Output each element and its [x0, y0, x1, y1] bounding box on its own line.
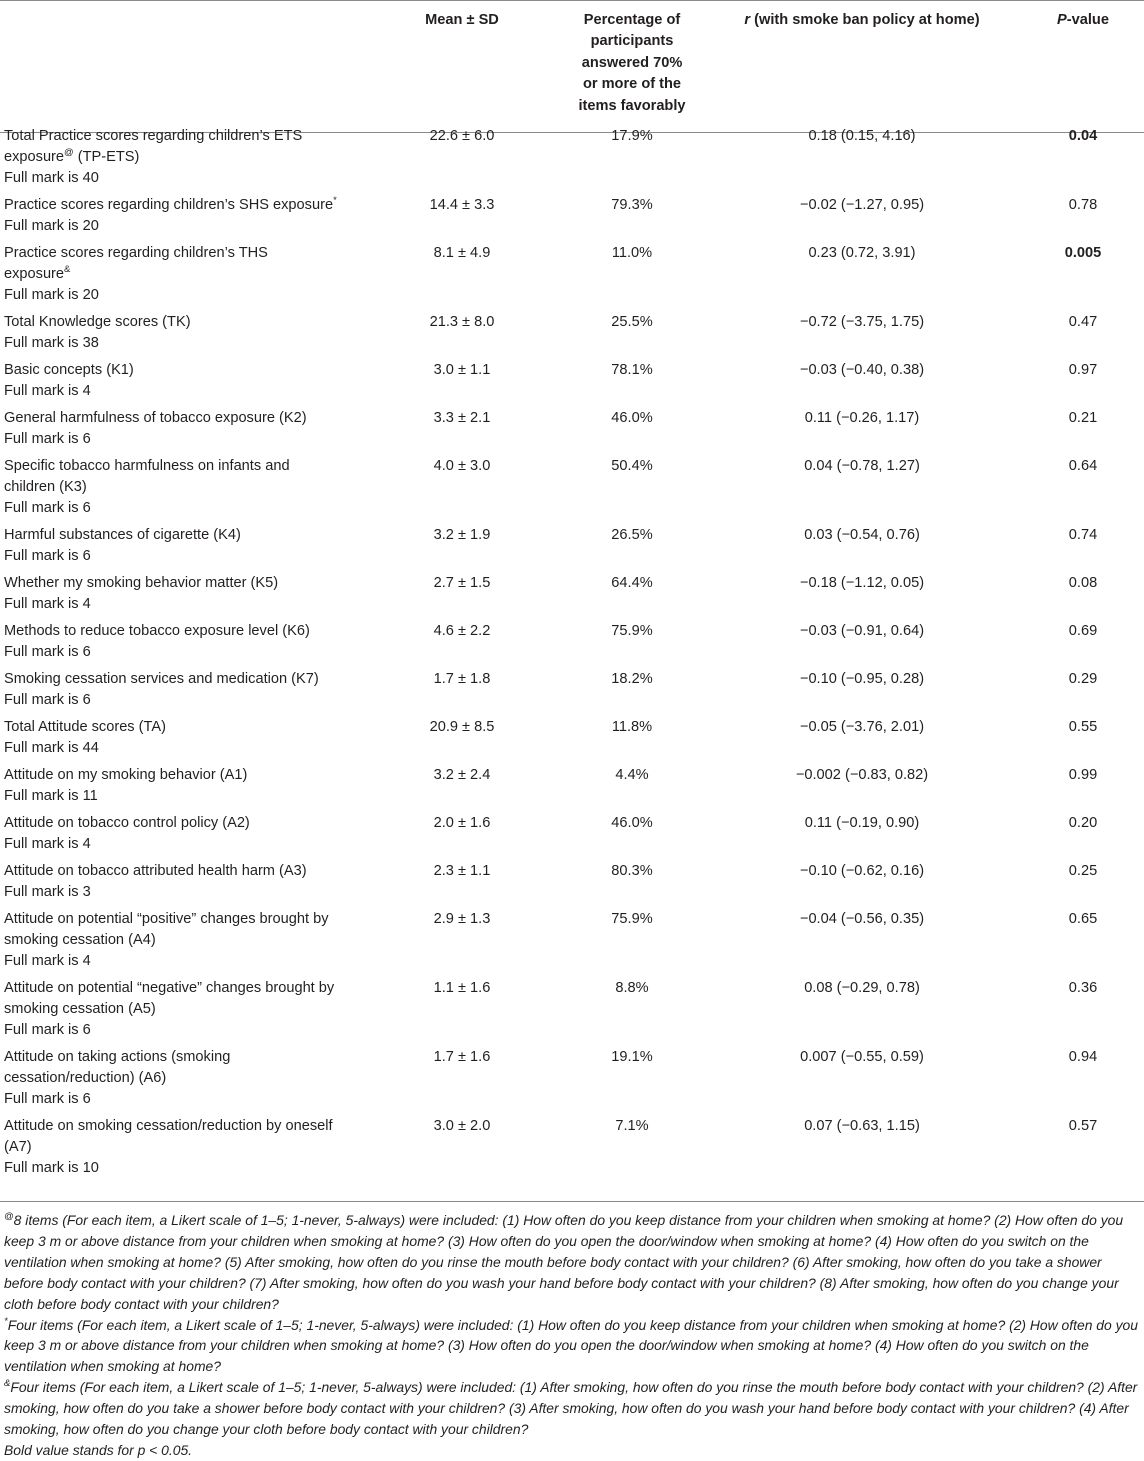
cell-p-value: 0.25 [1068, 863, 1098, 879]
cell-r: −0.03 (−0.91, 0.64) [799, 623, 925, 639]
cell-r: −0.002 (−0.83, 0.82) [795, 767, 929, 783]
row-label [0, 717, 362, 765]
row-label [0, 573, 362, 621]
row-label-line: Attitude on smoking cessation/reduction by oneself [4, 1118, 333, 1134]
cell-percentage: 79.3% [611, 197, 653, 213]
cell-p-value: 0.20 [1068, 815, 1098, 831]
cell-p-value: 0.99 [1068, 767, 1098, 783]
table-row [0, 978, 1144, 1047]
row-label-line: smoking cessation (A4) [4, 932, 156, 949]
header-r: r (with smoke ban policy at home) [744, 12, 980, 28]
row-label-line: children (K3) [4, 479, 87, 496]
row-label-line: Total Practice scores regarding children’s ETS [4, 128, 303, 144]
cell-r: 0.23 (0.72, 3.91) [808, 245, 916, 261]
cell-p-value: 0.47 [1068, 314, 1098, 330]
footnote-marker: * [4, 1315, 8, 1327]
table-row [0, 312, 1144, 360]
cell-percentage: 78.1% [611, 362, 653, 378]
full-mark: Full mark is 44 [4, 740, 99, 757]
full-mark: Full mark is 6 [4, 500, 91, 517]
cell-p-value: 0.57 [1068, 1118, 1098, 1134]
row-label [0, 978, 362, 1047]
cell-mean-sd: 4.6 ± 2.2 [433, 623, 491, 639]
cell-mean-sd: 22.6 ± 6.0 [429, 128, 495, 144]
footnote [4, 1377, 1142, 1440]
cell-mean-sd: 8.1 ± 4.9 [433, 245, 491, 261]
row-label-line: General harmfulness of tobacco exposure (K2) [4, 410, 307, 426]
cell-percentage: 18.2% [611, 671, 653, 687]
cell-p-value: 0.55 [1068, 719, 1098, 735]
row-label [0, 861, 362, 909]
cell-mean-sd: 4.0 ± 3.0 [433, 458, 491, 474]
top-rule [0, 0, 1144, 1]
cell-mean-sd: 1.7 ± 1.6 [433, 1049, 491, 1065]
cell-r: −0.10 (−0.62, 0.16) [799, 863, 925, 879]
cell-mean-sd: 3.0 ± 2.0 [433, 1118, 491, 1134]
full-mark: Full mark is 3 [4, 884, 91, 901]
full-mark: Full mark is 10 [4, 1160, 99, 1177]
table-row [0, 765, 1144, 813]
full-mark: Full mark is 4 [4, 836, 91, 853]
cell-r: 0.08 (−0.29, 0.78) [804, 980, 920, 996]
row-label-line: Basic concepts (K1) [4, 362, 134, 378]
row-label [0, 765, 362, 813]
row-label [0, 1047, 362, 1116]
row-label [0, 408, 362, 456]
footnote-marker: * [333, 195, 337, 206]
row-label [0, 621, 362, 669]
footnote-marker: & [64, 264, 71, 276]
row-label-text: exposure [4, 149, 65, 166]
row-label-text: Practice scores regarding children’s SHS exposure [4, 197, 334, 213]
row-label-line: Total Knowledge scores (TK) [4, 314, 191, 330]
table-row [0, 621, 1144, 669]
cell-r: −0.18 (−1.12, 0.05) [799, 575, 925, 591]
row-label-line: Attitude on potential “negative” changes brought by [4, 980, 335, 996]
row-label [0, 312, 362, 360]
cell-percentage: 8.8% [615, 980, 649, 996]
row-label [0, 195, 362, 243]
cell-p-value: 0.21 [1068, 410, 1098, 426]
cell-mean-sd: 14.4 ± 3.3 [429, 197, 495, 213]
cell-p-value: 0.69 [1068, 623, 1098, 639]
cell-p-value: 0.08 [1068, 575, 1098, 591]
footnotes [4, 1210, 1142, 1461]
table-row [0, 573, 1144, 621]
full-mark: Full mark is 4 [4, 953, 91, 970]
footnote-marker: @ [4, 1211, 14, 1222]
cell-percentage: 75.9% [611, 623, 653, 639]
cell-percentage: 11.0% [611, 245, 653, 261]
footnote-marker: @ [64, 147, 74, 159]
row-label-line: Practice scores regarding children’s THS [4, 245, 268, 261]
row-label-line: Total Attitude scores (TA) [4, 719, 166, 735]
cell-mean-sd: 1.1 ± 1.6 [433, 980, 491, 996]
cell-mean-sd: 3.2 ± 2.4 [433, 767, 491, 783]
row-label-line: Attitude on taking actions (smoking [4, 1049, 231, 1065]
cell-r: 0.07 (−0.63, 1.15) [804, 1118, 920, 1134]
cell-p-value: 0.94 [1068, 1049, 1098, 1065]
cell-percentage: 75.9% [611, 911, 653, 927]
cell-mean-sd: 2.7 ± 1.5 [433, 575, 491, 591]
table-row [0, 1116, 1144, 1185]
full-mark: Full mark is 38 [4, 335, 99, 352]
cell-r: −0.03 (−0.40, 0.38) [799, 362, 925, 378]
row-label-line [4, 264, 362, 285]
cell-r: −0.05 (−3.76, 2.01) [799, 719, 925, 735]
table-row [0, 717, 1144, 765]
row-label-line: Harmful substances of cigarette (K4) [4, 527, 241, 543]
cell-r: 0.007 (−0.55, 0.59) [800, 1049, 924, 1065]
cell-r: 0.11 (−0.26, 1.17) [804, 410, 920, 426]
cell-r: −0.10 (−0.95, 0.28) [799, 671, 925, 687]
cell-r: −0.72 (−3.75, 1.75) [799, 314, 925, 330]
table-row [0, 126, 1144, 195]
row-label-line [4, 147, 362, 168]
footnote [4, 1210, 1142, 1315]
bottom-rule [0, 1201, 1144, 1202]
row-label-text: exposure [4, 266, 65, 283]
row-label-line: Specific tobacco harmfulness on infants and [4, 458, 290, 474]
cell-p-value: 0.74 [1068, 527, 1098, 543]
row-label [0, 126, 362, 195]
cell-percentage: 11.8% [611, 719, 653, 735]
cell-mean-sd: 20.9 ± 8.5 [429, 719, 495, 735]
row-label [0, 360, 362, 408]
cell-percentage: 7.1% [615, 1118, 649, 1134]
footnote [4, 1315, 1142, 1378]
row-label-line: Whether my smoking behavior matter (K5) [4, 575, 279, 591]
row-label [0, 813, 362, 861]
cell-r: −0.02 (−1.27, 0.95) [799, 197, 925, 213]
row-label [0, 243, 362, 312]
table-body [0, 126, 1144, 1185]
full-mark: Full mark is 6 [4, 431, 91, 448]
cell-mean-sd: 3.2 ± 1.9 [433, 527, 491, 543]
table-row [0, 669, 1144, 717]
cell-percentage: 26.5% [611, 527, 653, 543]
header-percentage: Percentage of participants answered 70% or more of the items favorably [578, 12, 686, 114]
row-label [0, 456, 362, 525]
cell-p-value: 0.64 [1068, 458, 1098, 474]
table-row [0, 813, 1144, 861]
cell-r: 0.04 (−0.78, 1.27) [804, 458, 920, 474]
row-label-line: Attitude on tobacco control policy (A2) [4, 815, 250, 831]
cell-p-value: 0.78 [1068, 197, 1098, 213]
row-label-line: smoking cessation (A5) [4, 1001, 156, 1018]
header-p-value: P-value [1057, 12, 1109, 28]
data-table [0, 10, 1144, 1185]
cell-mean-sd: 2.9 ± 1.3 [433, 911, 491, 927]
full-mark: Full mark is 4 [4, 596, 91, 613]
footnote-text: Four items (For each item, a Likert scale of 1–5; 1-never, 5-always) were included: (1) After smoking, how often do you rinse the mouth before body contact with your children? (2) After smoking, how often do you take a shower before body contact with your children? (3) After smoking, how often do you wash your hand before body contact with your children? (4) After smoking, how often do you change your cloth before body contact with your children? [4, 1379, 1138, 1438]
footnote-text: Bold value stands for p < 0.05. [4, 1441, 193, 1458]
full-mark: Full mark is 4 [4, 383, 91, 400]
footnote-text: 8 items (For each item, a Likert scale of 1–5; 1-never, 5-always) were included: (1) How often do you keep distance from your children when smoking at home? (2) How often do you keep 3 m or above distance from your children when smoking at home? (3) How often do you open the door/window when smoking at home? (4) How often do you switch on the ventilation when smoking at home? (5) After smoking, how often do you rinse the mouth before body contact with your children? (6) After smoking, how often do you take a shower before body contact with your children? (7) After smoking, how often do you wash your hand before body contact with your children? (8) After smoking, how often do you change your cloth before body contact with your children? [4, 1212, 1124, 1312]
cell-mean-sd: 2.3 ± 1.1 [433, 863, 491, 879]
cell-r: 0.03 (−0.54, 0.76) [804, 527, 920, 543]
cell-percentage: 46.0% [611, 815, 653, 831]
full-mark: Full mark is 20 [4, 287, 99, 304]
row-label [0, 1116, 362, 1185]
table-row [0, 909, 1144, 978]
header-row [0, 10, 1144, 126]
header-mean-sd: Mean ± SD [425, 12, 499, 28]
cell-p-value: 0.04 [1068, 128, 1098, 144]
cell-r: −0.04 (−0.56, 0.35) [799, 911, 925, 927]
cell-percentage: 64.4% [611, 575, 653, 591]
table-row [0, 861, 1144, 909]
cell-p-value: 0.97 [1068, 362, 1098, 378]
row-label-line: Methods to reduce tobacco exposure level (K6) [4, 623, 310, 639]
row-label [0, 669, 362, 717]
cell-percentage: 46.0% [611, 410, 653, 426]
cell-percentage: 4.4% [615, 767, 649, 783]
full-mark: Full mark is 6 [4, 1022, 91, 1039]
cell-p-value: 0.65 [1068, 911, 1098, 927]
row-label-line: Attitude on potential “positive” changes brought by [4, 911, 329, 927]
cell-mean-sd: 3.0 ± 1.1 [433, 362, 491, 378]
cell-percentage: 50.4% [611, 458, 653, 474]
full-mark: Full mark is 6 [4, 1091, 91, 1108]
cell-percentage: 17.9% [611, 128, 653, 144]
table-row [0, 360, 1144, 408]
cell-mean-sd: 3.3 ± 2.1 [433, 410, 491, 426]
row-label-line [4, 195, 362, 216]
row-label-line: cessation/reduction) (A6) [4, 1070, 167, 1087]
cell-p-value: 0.36 [1068, 980, 1098, 996]
table-row [0, 243, 1144, 312]
row-label [0, 525, 362, 573]
row-label-line: Attitude on tobacco attributed health harm (A3) [4, 863, 307, 879]
full-mark: Full mark is 11 [4, 788, 98, 805]
table-row [0, 195, 1144, 243]
row-label-line: Smoking cessation services and medication (K7) [4, 671, 319, 687]
row-label [0, 909, 362, 978]
footnote-marker: & [4, 1378, 11, 1390]
row-label-line: Attitude on my smoking behavior (A1) [4, 767, 248, 783]
cell-percentage: 25.5% [611, 314, 653, 330]
cell-mean-sd: 1.7 ± 1.8 [433, 671, 491, 687]
footnote-text: Four items (For each item, a Likert scale of 1–5; 1-never, 5-always) were included: (1) How often do you keep distance from your children when smoking at home? (2) How often do you keep 3 m or above distance from your children when smoking at home? (3) How often do you open the door/window when smoking at home? (4) How often do you switch on the ventilation when smoking at home? [4, 1316, 1139, 1375]
header-label [0, 10, 362, 126]
cell-mean-sd: 21.3 ± 8.0 [429, 314, 495, 330]
table-row [0, 456, 1144, 525]
cell-percentage: 80.3% [611, 863, 653, 879]
cell-percentage: 19.1% [611, 1049, 653, 1065]
cell-p-value: 0.005 [1064, 245, 1102, 261]
cell-mean-sd: 2.0 ± 1.6 [433, 815, 491, 831]
full-mark: Full mark is 6 [4, 548, 91, 565]
cell-p-value: 0.29 [1068, 671, 1098, 687]
footnote [4, 1440, 1142, 1461]
cell-r: 0.11 (−0.19, 0.90) [804, 815, 920, 831]
full-mark: Full mark is 6 [4, 692, 91, 709]
table-row [0, 1047, 1144, 1116]
table-row [0, 525, 1144, 573]
cell-r: 0.18 (0.15, 4.16) [808, 128, 916, 144]
full-mark: Full mark is 6 [4, 644, 91, 661]
full-mark: Full mark is 20 [4, 218, 99, 235]
full-mark: Full mark is 40 [4, 170, 99, 187]
row-label-suffix: (TP-ETS) [73, 149, 140, 166]
table-row [0, 408, 1144, 456]
row-label-line: (A7) [4, 1139, 32, 1156]
